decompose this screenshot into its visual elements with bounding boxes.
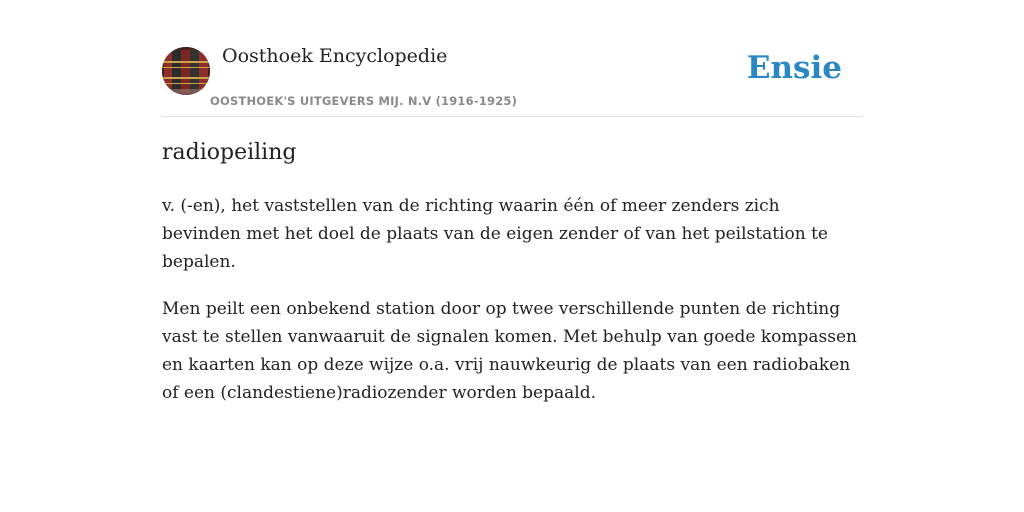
source-header [162, 0, 862, 117]
book-spines-icon [162, 47, 210, 95]
page [162, 0, 862, 403]
entry-title: radiopeiling [162, 140, 297, 165]
source-subtitle: OOSTHOEK'S UITGEVERS MIJ. N.V (1916-1925) [210, 94, 518, 108]
source-title[interactable]: Oosthoek Encyclopedie [222, 45, 448, 67]
entry-paragraph: v. (-en), het vaststellen van de richting waarin één of meer zenders zich bevinden met het doel de plaats van de eigen zender of van het peilstation te bepalen. [162, 196, 828, 272]
avatar[interactable] [162, 47, 210, 95]
entry-paragraph: Men peilt een onbekend station door op twee verschillende punten de richting vast te stellen vanwaaruit de signalen komen. Met behulp van goede kompassen en kaarten kan op deze wijze o.a. vrij nauwkeurig de plaats van een radiobaken of een (clandestiene)radiozender worden bepaald. [162, 299, 857, 403]
ensie-logo-link[interactable]: Ensie [746, 50, 842, 86]
entry-body [162, 192, 862, 426]
